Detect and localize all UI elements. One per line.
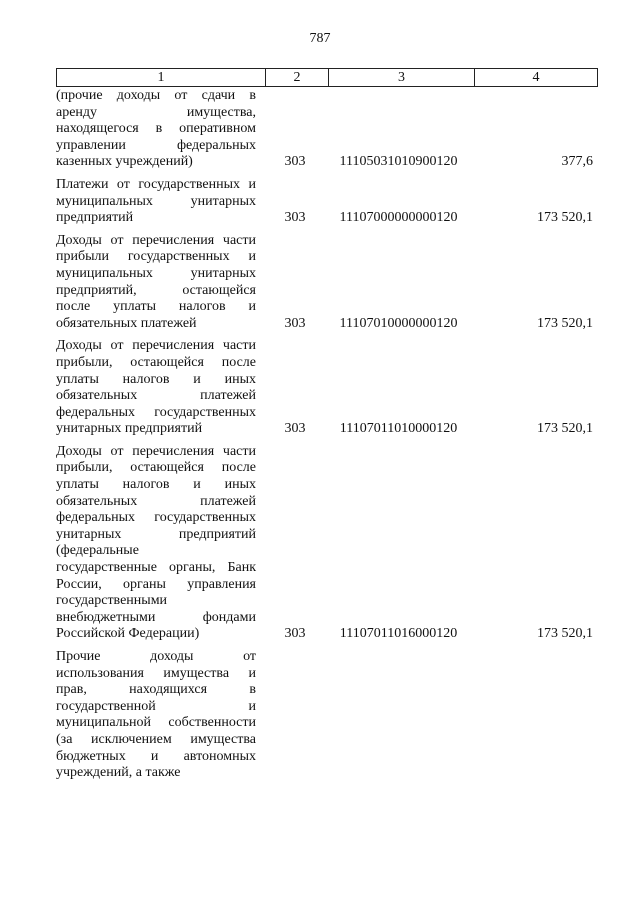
table-row [56, 88, 593, 171]
description-line: прибыли, остающейся после [56, 460, 256, 476]
description-line: уплаты налогов и иных [56, 371, 256, 387]
row-description [56, 338, 256, 438]
page-number: 787 [309, 31, 331, 46]
table-row [56, 444, 593, 643]
row-description [56, 88, 256, 171]
description-line: муниципальных унитарных [56, 193, 256, 209]
column-header-2: 2 [266, 69, 329, 87]
row-classification-code: 11105031010900120 [339, 154, 458, 170]
description-line: уплаты налогов и иных [56, 477, 256, 493]
row-amount: 173 520,1 [537, 210, 593, 226]
table-row [56, 338, 593, 438]
row-description [56, 177, 256, 227]
description-line: прибыли, остающейся после [56, 354, 256, 370]
description-line: государственными [56, 593, 168, 609]
row-amount: 173 520,1 [537, 626, 593, 642]
description-line: обязательных платежей [56, 388, 256, 404]
description-line: обязательных платежей [56, 315, 197, 331]
row-code: 303 [284, 626, 306, 642]
description-line: использования имущества и [56, 665, 256, 681]
row-classification-code: 11107010000000120 [339, 315, 458, 331]
description-line: (прочие доходы от сдачи в [56, 88, 256, 103]
column-header-1: 1 [57, 69, 266, 87]
column-header-row [57, 69, 598, 87]
row-classification-code: 11107011016000120 [339, 626, 458, 642]
description-line: Российской Федерации) [56, 626, 200, 642]
table-row [56, 233, 593, 333]
row-description [56, 649, 256, 782]
row-description [56, 444, 256, 643]
description-line: предприятий [56, 210, 134, 226]
row-code: 303 [284, 421, 306, 437]
description-line: муниципальных унитарных [56, 265, 256, 281]
description-line: унитарных предприятий [56, 526, 256, 542]
description-line: государственные органы, Банк [56, 560, 256, 576]
row-amount: 173 520,1 [537, 421, 593, 437]
description-line: (федеральные [56, 543, 139, 559]
description-line: Доходы от перечисления части [56, 232, 256, 248]
description-line: Платежи от государственных и [56, 176, 256, 192]
description-line: унитарных предприятий [56, 421, 203, 437]
description-line: прав, находящихся в [56, 682, 256, 698]
description-line: обязательных платежей [56, 493, 256, 509]
description-line: Прочие доходы от [56, 649, 256, 664]
row-classification-code: 11107011010000120 [339, 421, 458, 437]
description-line: аренду имущества, [56, 104, 256, 120]
column-header-4: 4 [475, 69, 598, 87]
row-classification-code: 11107000000000120 [339, 210, 458, 226]
table-body [56, 87, 593, 788]
column-header-table [56, 68, 598, 87]
description-line: после уплаты налогов и [56, 299, 256, 315]
description-line: муниципальной собственности [56, 715, 256, 731]
row-code: 303 [284, 315, 306, 331]
description-line: федеральных государственных [56, 510, 256, 526]
description-line: Доходы от перечисления части [56, 443, 256, 459]
description-line: управлении федеральных [56, 137, 256, 153]
row-code: 303 [284, 210, 306, 226]
description-line: федеральных государственных [56, 404, 256, 420]
column-header-3: 3 [329, 69, 475, 87]
description-line: Доходы от перечисления части [56, 338, 256, 354]
description-line: бюджетных и автономных [56, 748, 256, 764]
description-line: государственной и [56, 698, 256, 714]
description-line: находящегося в оперативном [56, 121, 256, 137]
description-line: внебюджетными фондами [56, 609, 256, 625]
table-row [56, 649, 593, 782]
description-line: учреждений, а также [56, 765, 181, 781]
row-description [56, 233, 256, 333]
row-code: 303 [284, 154, 306, 170]
description-line: России, органы управления [56, 576, 256, 592]
description-line: (за исключением имущества [56, 731, 256, 747]
description-line: казенных учреждений) [56, 154, 193, 170]
row-amount: 377,6 [561, 154, 593, 170]
description-line: предприятий, остающейся [56, 282, 256, 298]
description-line: прибыли государственных и [56, 249, 256, 265]
row-amount: 173 520,1 [537, 315, 593, 331]
table-row [56, 177, 593, 227]
